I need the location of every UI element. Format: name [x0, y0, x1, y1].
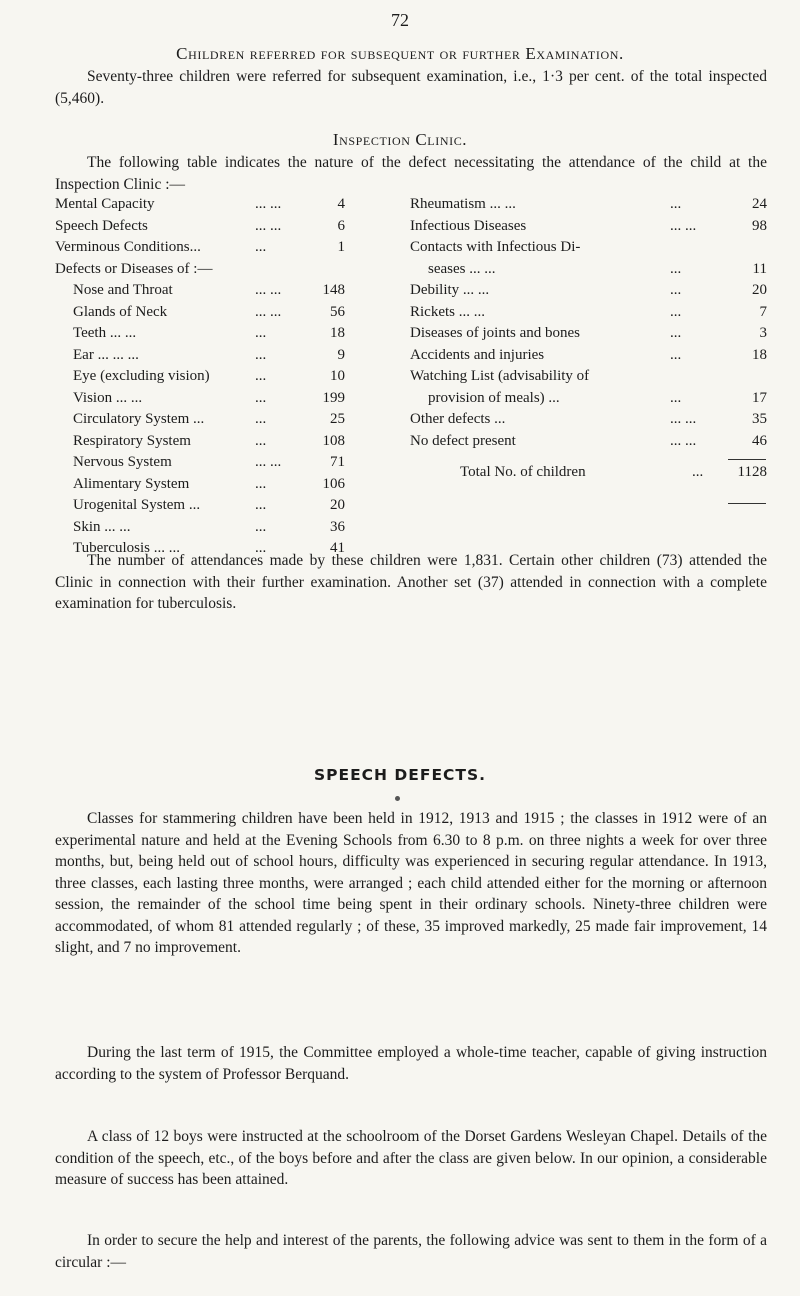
speech-paragraph-2: During the last term of 1915, the Committee employed a whole-time teacher, capable of giving instruction according to the system of Professor Berquand. [55, 1044, 767, 1083]
defect-label: Circulatory System ... [73, 411, 205, 427]
defect-label: Tuberculosis ... ... [73, 540, 180, 556]
table-row [55, 474, 345, 496]
defect-count: 9 [337, 346, 345, 363]
table-row [55, 237, 345, 259]
leader-dots: ... [255, 540, 267, 556]
leader-dots: ... ... [670, 217, 697, 234]
table-row [55, 366, 345, 388]
defect-label: Glands of Neck [73, 303, 168, 320]
print-speck [395, 796, 400, 801]
leader-dots: ... [255, 346, 267, 363]
table-row [410, 431, 767, 453]
defect-label: No defect present [410, 432, 516, 449]
leader-dots: ... [255, 497, 267, 513]
defect-count: 24 [752, 196, 767, 212]
leader-dots: ... ... [670, 411, 697, 427]
defect-count: 11 [752, 260, 767, 277]
defect-label: Defects or Diseases of :— [55, 260, 213, 277]
leader-dots: ... [255, 239, 267, 255]
leader-dots: ... [670, 196, 682, 212]
table-row [55, 323, 345, 345]
table-row [410, 366, 767, 388]
defect-count: 98 [752, 217, 767, 234]
table-row [55, 259, 345, 281]
defect-label: Ear ... ... ... [73, 346, 139, 363]
defect-count: 148 [322, 282, 345, 298]
defect-label: Watching List (advisability of [410, 368, 590, 384]
defect-count: 4 [337, 196, 345, 212]
defect-label: Eye (excluding vision) [73, 368, 210, 384]
leader-dots: ... ... [255, 303, 282, 320]
defect-count: 3 [759, 325, 767, 341]
defect-label: Contacts with Infectious Di- [410, 239, 581, 255]
table-row [55, 452, 345, 474]
defect-label: Verminous Conditions... [55, 239, 201, 255]
table-row [55, 517, 345, 539]
defect-label: Infectious Diseases [410, 217, 527, 234]
defect-count: 20 [752, 282, 767, 298]
leader-dots: ... [670, 346, 682, 363]
total-label: Total No. of children [460, 464, 586, 480]
defect-count: 46 [752, 432, 767, 449]
leader-dots: ... [255, 432, 267, 449]
defect-count: 18 [330, 325, 345, 341]
total-dots: ... [692, 464, 704, 480]
defect-label: seases ... ... [428, 260, 496, 277]
table-row [410, 194, 767, 216]
defect-label: Diseases of joints and bones [410, 325, 580, 341]
defect-count: 108 [322, 432, 345, 449]
defect-label: Accidents and injuries [410, 346, 545, 363]
leader-dots: ... [255, 368, 267, 384]
defect-count: 199 [322, 389, 345, 406]
speech-defects-heading: SPEECH DEFECTS. [313, 766, 487, 784]
attendances-paragraph: The number of attendances made by these children were 1,831. Certain other children (73) attended the Clinic in connection with their further examination. Another set (37) attended in connection with a complete examination for tuberculosis. [55, 552, 767, 612]
table-row [55, 409, 345, 431]
leader-dots: ... ... [255, 217, 282, 234]
defect-count: 41 [330, 540, 345, 556]
defect-label: Teeth ... ... [73, 325, 137, 341]
table-row [410, 409, 767, 431]
table-row [410, 259, 767, 281]
leader-dots: ... ... [255, 282, 282, 298]
table-row [55, 388, 345, 410]
defect-count: 7 [759, 303, 767, 320]
leader-dots: ... [670, 325, 682, 341]
speech-paragraph-1: Classes for stammering children have been held in 1912, 1913 and 1915 ; the classes in 1912 were of an experimental nature and held at the Evening Schools from 6.30 to 8 p.m. on three nights a week for over three months, but, being held out of school hours, difficulty was experienced in securing regular attendance. In 1913, three classes, each lasting three months, were arranged ; each child attended either for the morning or afternoon session, the remainder of the school time being spent in their ordinary schools. Ninety-three children were accommodated, of whom 81 attended regularly ; of these, 35 improved markedly, 25 made fair improvement, 14 slight, and 7 no improvement. [55, 810, 767, 956]
defect-label: Skin ... ... [73, 518, 131, 535]
defect-label: Other defects ... [410, 411, 506, 427]
defect-count: 17 [752, 389, 767, 406]
defect-count: 10 [330, 368, 345, 384]
table-row [55, 431, 345, 453]
defect-count: 1 [337, 239, 345, 255]
table-row [55, 280, 345, 302]
defect-label: Mental Capacity [55, 196, 155, 212]
total-row [410, 462, 767, 484]
leader-dots: ... [255, 389, 267, 406]
leader-dots: ... [255, 475, 267, 492]
leader-dots: ... [255, 325, 267, 341]
defect-label: Vision ... ... [73, 389, 143, 406]
defect-label: Speech Defects [55, 217, 148, 234]
defect-count: 106 [322, 475, 345, 492]
defect-label: Rheumatism ... ... [410, 196, 516, 212]
leader-dots: ... [670, 282, 682, 298]
total-top-rule [728, 459, 766, 460]
speech-paragraph-4: In order to secure the help and interest of the parents, the following advice was sent to them in the form of a circular :— [55, 1232, 767, 1271]
defect-count: 20 [330, 497, 345, 513]
leader-dots: ... [255, 411, 267, 427]
section-heading-inspection-clinic: Inspection Clinic. [332, 130, 468, 149]
table-row [410, 345, 767, 367]
table-row [55, 216, 345, 238]
section-heading-referrals: Children referred for subsequent or further Examination. [176, 44, 624, 63]
defect-count: 35 [752, 411, 767, 427]
table-row [55, 345, 345, 367]
defect-label: Debility ... ... [410, 282, 490, 298]
defect-label: provision of meals) ... [428, 389, 560, 406]
total-value: 1128 [737, 464, 767, 480]
defect-count: 25 [330, 411, 345, 427]
defect-label: Nose and Throat [73, 282, 173, 298]
defect-count: 36 [330, 518, 345, 535]
table-row [55, 194, 345, 216]
table-row [55, 302, 345, 324]
defect-label: Urogenital System ... [73, 497, 201, 513]
defect-count: 6 [337, 217, 345, 234]
table-row [410, 280, 767, 302]
table-row [410, 323, 767, 345]
table-row [410, 216, 767, 238]
defect-label: Alimentary System [73, 475, 190, 492]
table-row [410, 302, 767, 324]
defect-label: Respiratory System [73, 432, 191, 449]
table-row [410, 237, 767, 259]
defect-count: 71 [330, 454, 345, 470]
leader-dots: ... [670, 389, 682, 406]
total-bottom-rule [728, 503, 766, 504]
defect-count: 18 [752, 346, 767, 363]
table-row [410, 388, 767, 410]
page-number: 72 [391, 10, 409, 30]
leader-dots: ... ... [670, 432, 697, 449]
defect-label: Rickets ... ... [410, 303, 485, 320]
defects-table-right-column [410, 194, 767, 452]
leader-dots: ... [670, 303, 682, 320]
defect-count: 56 [330, 303, 345, 320]
leader-dots: ... [255, 518, 267, 535]
defects-table-left-column [55, 194, 345, 560]
leader-dots: ... ... [255, 454, 282, 470]
speech-paragraph-3: A class of 12 boys were instructed at the schoolroom of the Dorset Gardens Wesleyan Chapel. Details of the condition of the speech, etc., of the boys before and after the class are given below. In our opinion, a considerable measure of success has been attained. [55, 1128, 767, 1188]
leader-dots: ... ... [255, 196, 282, 212]
table-row [55, 495, 345, 517]
leader-dots: ... [670, 260, 682, 277]
defect-label: Nervous System [73, 454, 172, 470]
referrals-paragraph: Seventy-three children were referred for subsequent examination, i.e., 1·3 per cent. of the total inspected (5,460). [55, 68, 767, 107]
inspection-intro-paragraph: The following table indicates the nature of the defect necessitating the attendance of the child at the Inspection Clinic :— [55, 154, 767, 193]
